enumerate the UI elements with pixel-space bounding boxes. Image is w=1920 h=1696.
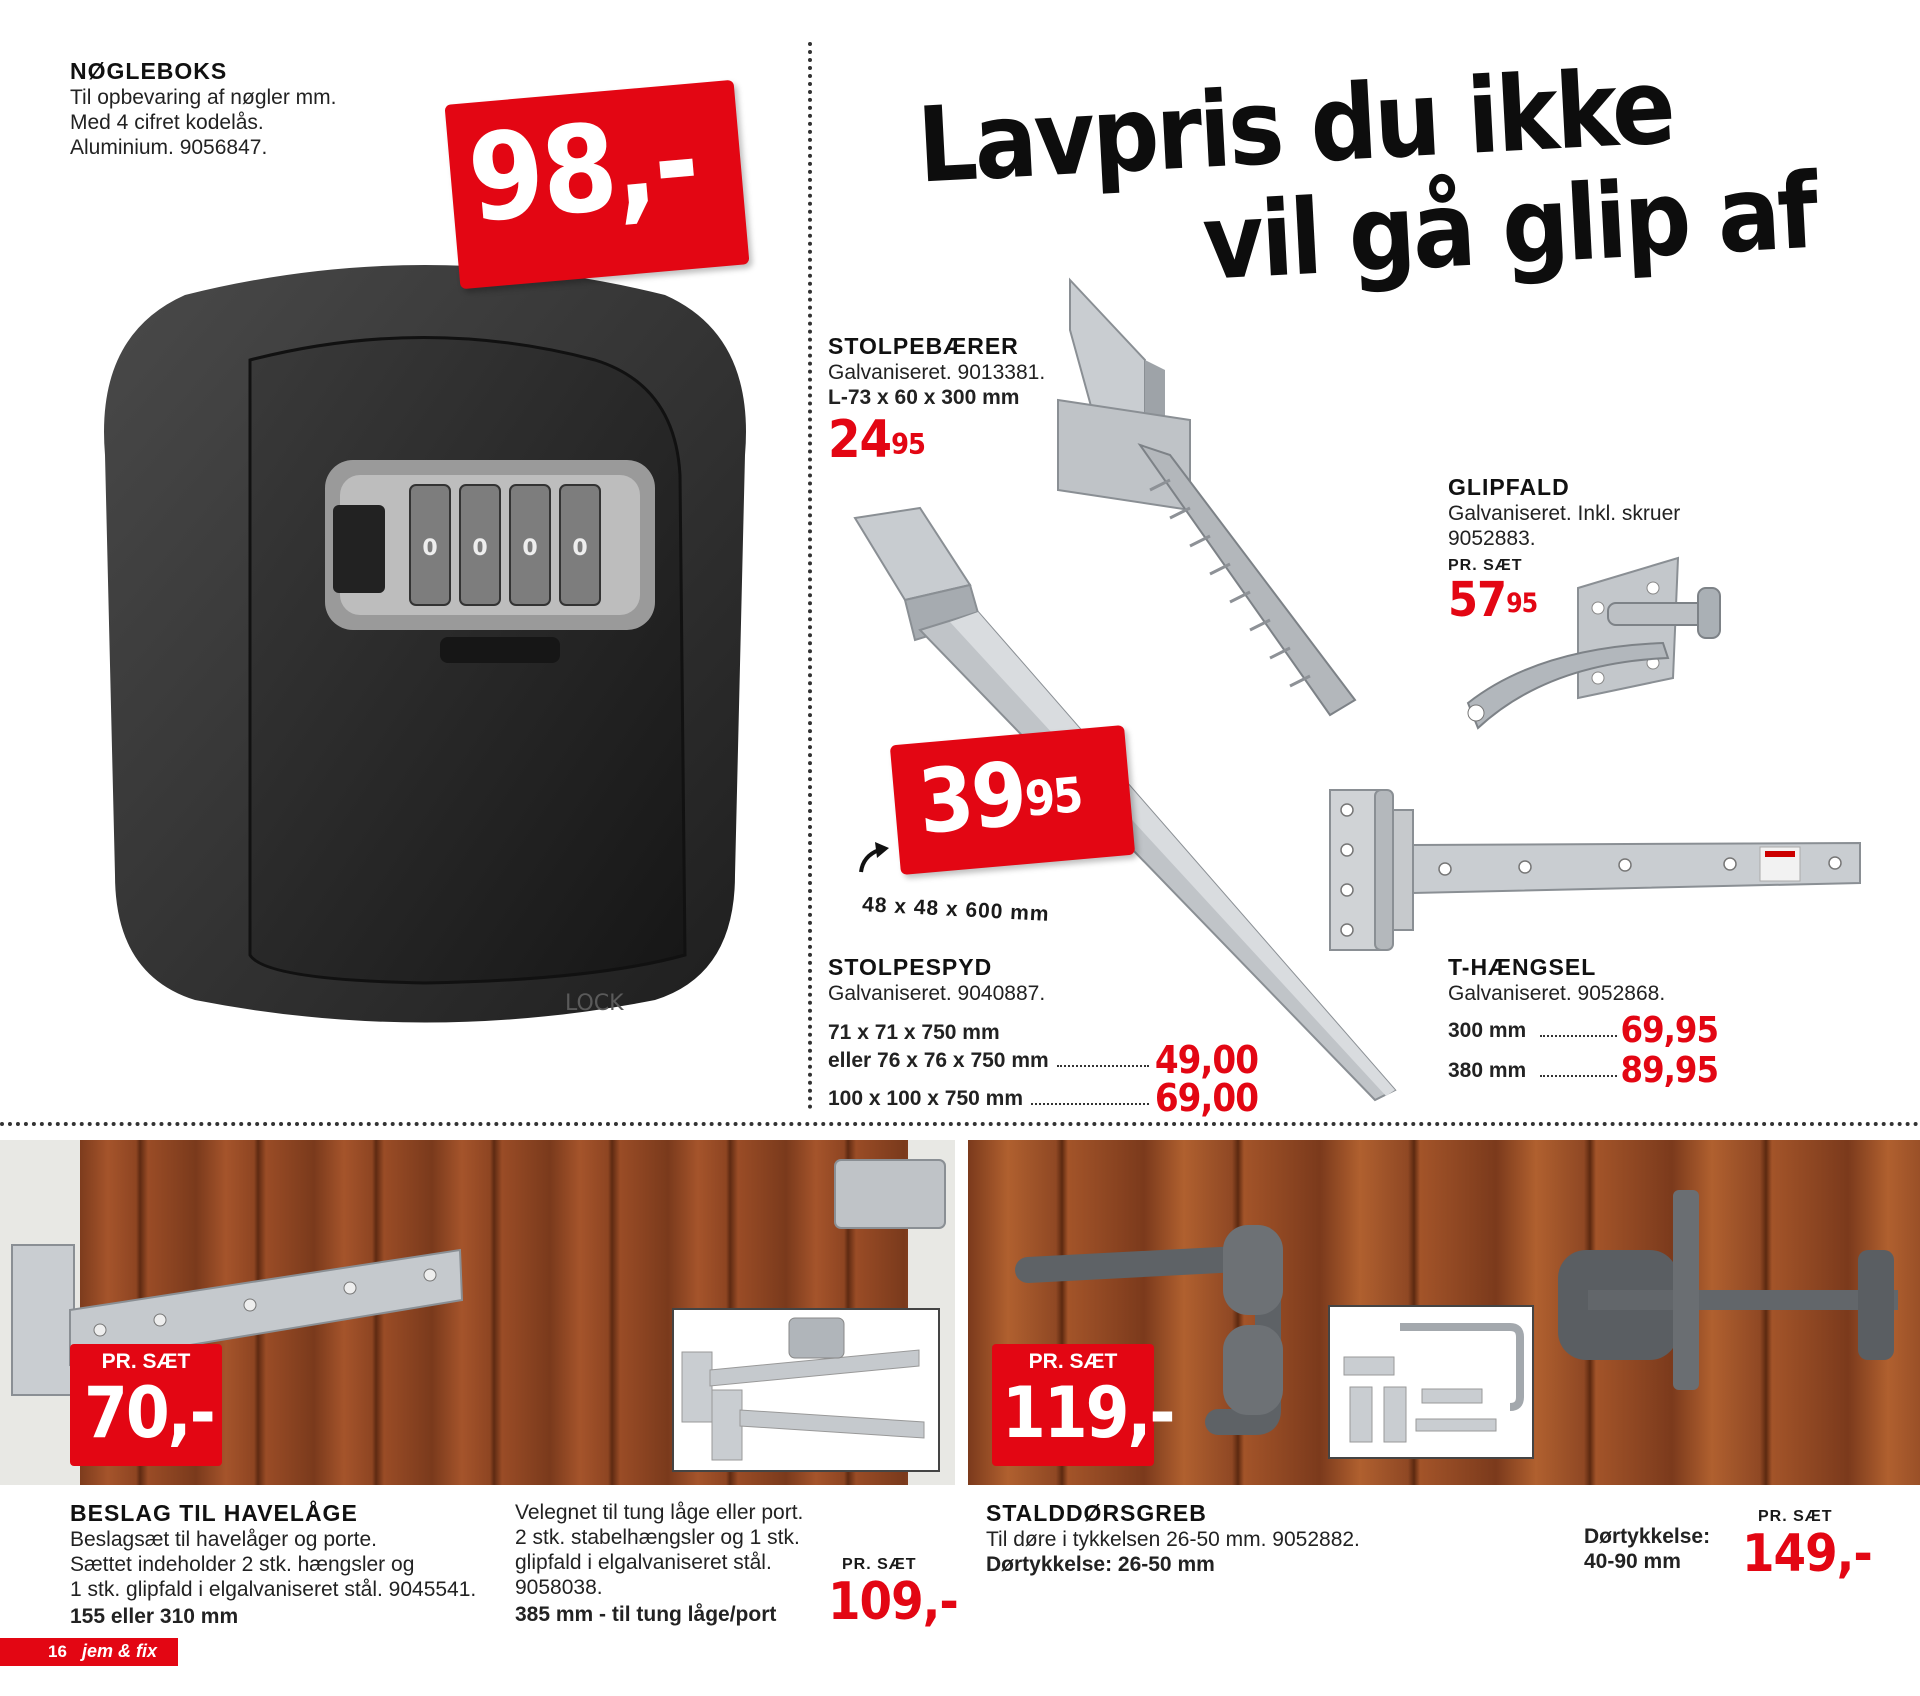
stolpespyd-badge-decimals: 95 <box>1022 767 1084 828</box>
glipfald-desc-2: 9052883. <box>1448 527 1536 550</box>
stolpespyd-row-1 <box>828 1040 1258 1080</box>
stalddoersgreb-alt-size: 40-90 mm <box>1584 1550 1681 1573</box>
thaengsel-row-2 <box>1448 1050 1718 1090</box>
noegleboks-info <box>70 58 337 160</box>
stolpespyd-size-1a: 71 x 71 x 750 mm <box>828 1021 1000 1044</box>
lock-brand-mark: LOCK <box>565 991 624 1016</box>
headline-line-1: Lavpris du ikke <box>914 45 1676 207</box>
stalddoersgreb-size: Dørtykkelse: 26-50 mm <box>986 1553 1215 1576</box>
inset-hinges-image <box>672 1308 940 1472</box>
stalddoersgreb-badge-price: 119,- <box>1002 1372 1174 1454</box>
thaengsel-title: T-HÆNGSEL <box>1448 954 1597 980</box>
glipfald-price-main: 57 <box>1448 572 1507 628</box>
noegleboks-desc-2: Med 4 cifret kodelås. <box>70 111 264 134</box>
stolpebaerer-price <box>828 410 1045 470</box>
beslag-title: BESLAG TIL HAVELÅGE <box>70 1500 358 1526</box>
beslag-col2-info <box>515 1500 803 1627</box>
beslag-badge-unit: PR. SÆT <box>101 1350 191 1373</box>
stolpespyd-badge-price <box>915 739 1085 853</box>
t-hinge-image <box>1325 785 1865 955</box>
stolpespyd-desc: Galvaniseret. 9040887. <box>828 982 1046 1005</box>
thaengsel-size-2: 380 mm <box>1448 1058 1527 1082</box>
stalddoersgreb-alt-price: 149,- <box>1742 1524 1872 1584</box>
stolpespyd-price-2: 69,00 <box>1154 1076 1258 1120</box>
beslag-desc-1: Beslagsæt til havelåger og porte. <box>70 1528 378 1551</box>
beslag-info <box>70 1500 476 1629</box>
beslag-col2-unit: PR. SÆT <box>842 1556 917 1573</box>
beslag-price-badge <box>70 1344 222 1466</box>
brand-logo: jem & fix <box>82 1641 158 1661</box>
horizontal-divider <box>0 1122 1920 1126</box>
stolpespyd-price-1: 49,00 <box>1154 1038 1258 1082</box>
stalddoersgreb-desc: Til døre i tykkelsen 26-50 mm. 9052882. <box>986 1528 1360 1551</box>
key-box-image <box>95 255 755 1055</box>
svg-text:0: 0 <box>572 536 588 561</box>
stolpebaerer-desc: Galvaniseret. 9013381. <box>828 361 1046 384</box>
beslag-desc-3: 1 stk. glipfald i elgalvaniseret stål. 9045541. <box>70 1578 477 1601</box>
beslag-col2-desc-3: glipfald i elgalvaniseret stål. <box>515 1551 772 1574</box>
gate-latch-image <box>1448 548 1768 748</box>
stolpespyd-badge <box>890 725 1135 875</box>
stolpespyd-row-2 <box>828 1078 1258 1118</box>
glipfald-unit: PR. SÆT <box>1448 557 1523 574</box>
beslag-col2-desc-1: Velegnet til tung låge eller port. <box>515 1501 804 1524</box>
beslag-size: 155 eller 310 mm <box>70 1605 239 1628</box>
beslag-col2-price: 109,- <box>828 1572 958 1632</box>
leader-dots <box>1540 1074 1616 1077</box>
stolpebaerer-price-decimals: 95 <box>891 427 925 461</box>
beslag-col2-desc-2: 2 stk. stabelhængsler og 1 stk. <box>515 1526 800 1549</box>
curved-arrow-icon <box>855 838 895 878</box>
thaengsel-info <box>1448 954 1665 1006</box>
stolpespyd-size-2: 100 x 100 x 750 mm <box>828 1086 1023 1110</box>
inset-handle-parts-image <box>1328 1305 1534 1459</box>
beslag-badge-price: 70,- <box>84 1372 214 1454</box>
stalddoersgreb-alt-label: Dørtykkelse: <box>1584 1525 1711 1548</box>
noegleboks-price: 98,- <box>463 91 703 250</box>
stolpebaerer-price-main: 24 <box>828 410 892 470</box>
noegleboks-desc-3: Aluminium. 9056847. <box>70 136 268 159</box>
stalddoersgreb-badge-unit: PR. SÆT <box>1028 1350 1118 1373</box>
stolpespyd-badge-main: 39 <box>914 742 1030 854</box>
stolpespyd-title: STOLPESPYD <box>828 954 993 980</box>
stalddoersgreb-price-badge <box>992 1344 1174 1466</box>
thaengsel-price-2: 89,95 <box>1620 1049 1718 1091</box>
glipfald-desc-1: Galvaniseret. Inkl. skruer <box>1448 502 1681 525</box>
stolpebaerer-title: STOLPEBÆRER <box>828 333 1019 359</box>
leader-dots <box>1057 1064 1149 1067</box>
thaengsel-size-1: 300 mm <box>1448 1018 1527 1042</box>
leader-dots <box>1540 1034 1616 1037</box>
noegleboks-desc-1: Til opbevaring af nøgler mm. <box>70 86 337 109</box>
thaengsel-price-1: 69,95 <box>1620 1009 1718 1051</box>
headline-line-2: vil gå glip af <box>1199 149 1819 304</box>
beslag-col2-desc-4: 9058038. <box>515 1576 603 1599</box>
stolpebaerer-info <box>828 333 1045 470</box>
stolpebaerer-size: L-73 x 60 x 300 mm <box>828 386 1020 409</box>
svg-text:0: 0 <box>522 536 538 561</box>
stalddoersgreb-info <box>986 1500 1360 1577</box>
page-number: 16 <box>48 1642 67 1661</box>
noegleboks-price-tag <box>444 80 749 290</box>
svg-text:0: 0 <box>472 536 488 561</box>
thaengsel-row-1 <box>1448 1010 1718 1050</box>
leader-dots <box>1031 1102 1149 1105</box>
vertical-divider <box>808 42 812 1110</box>
glipfald-price-decimals: 95 <box>1506 588 1538 619</box>
thaengsel-desc: Galvaniseret. 9052868. <box>1448 982 1666 1005</box>
beslag-col2-size: 385 mm - til tung låge/port <box>515 1603 777 1626</box>
stalddoersgreb-alt-unit: PR. SÆT <box>1758 1508 1833 1525</box>
stolpespyd-badge-size: 48 x 48 x 600 mm <box>861 893 1051 926</box>
stolpespyd-info <box>828 954 1045 1006</box>
noegleboks-title: NØGLEBOKS <box>70 58 228 84</box>
stalddoersgreb-title: STALDDØRSGREB <box>986 1500 1207 1526</box>
stalddoersgreb-alt <box>1584 1524 1710 1574</box>
beslag-desc-2: Sættet indeholder 2 stk. hængsler og <box>70 1553 415 1576</box>
svg-text:0: 0 <box>422 536 438 561</box>
stolpespyd-size-1b: eller 76 x 76 x 750 mm <box>828 1048 1049 1072</box>
glipfald-title: GLIPFALD <box>1448 474 1570 500</box>
